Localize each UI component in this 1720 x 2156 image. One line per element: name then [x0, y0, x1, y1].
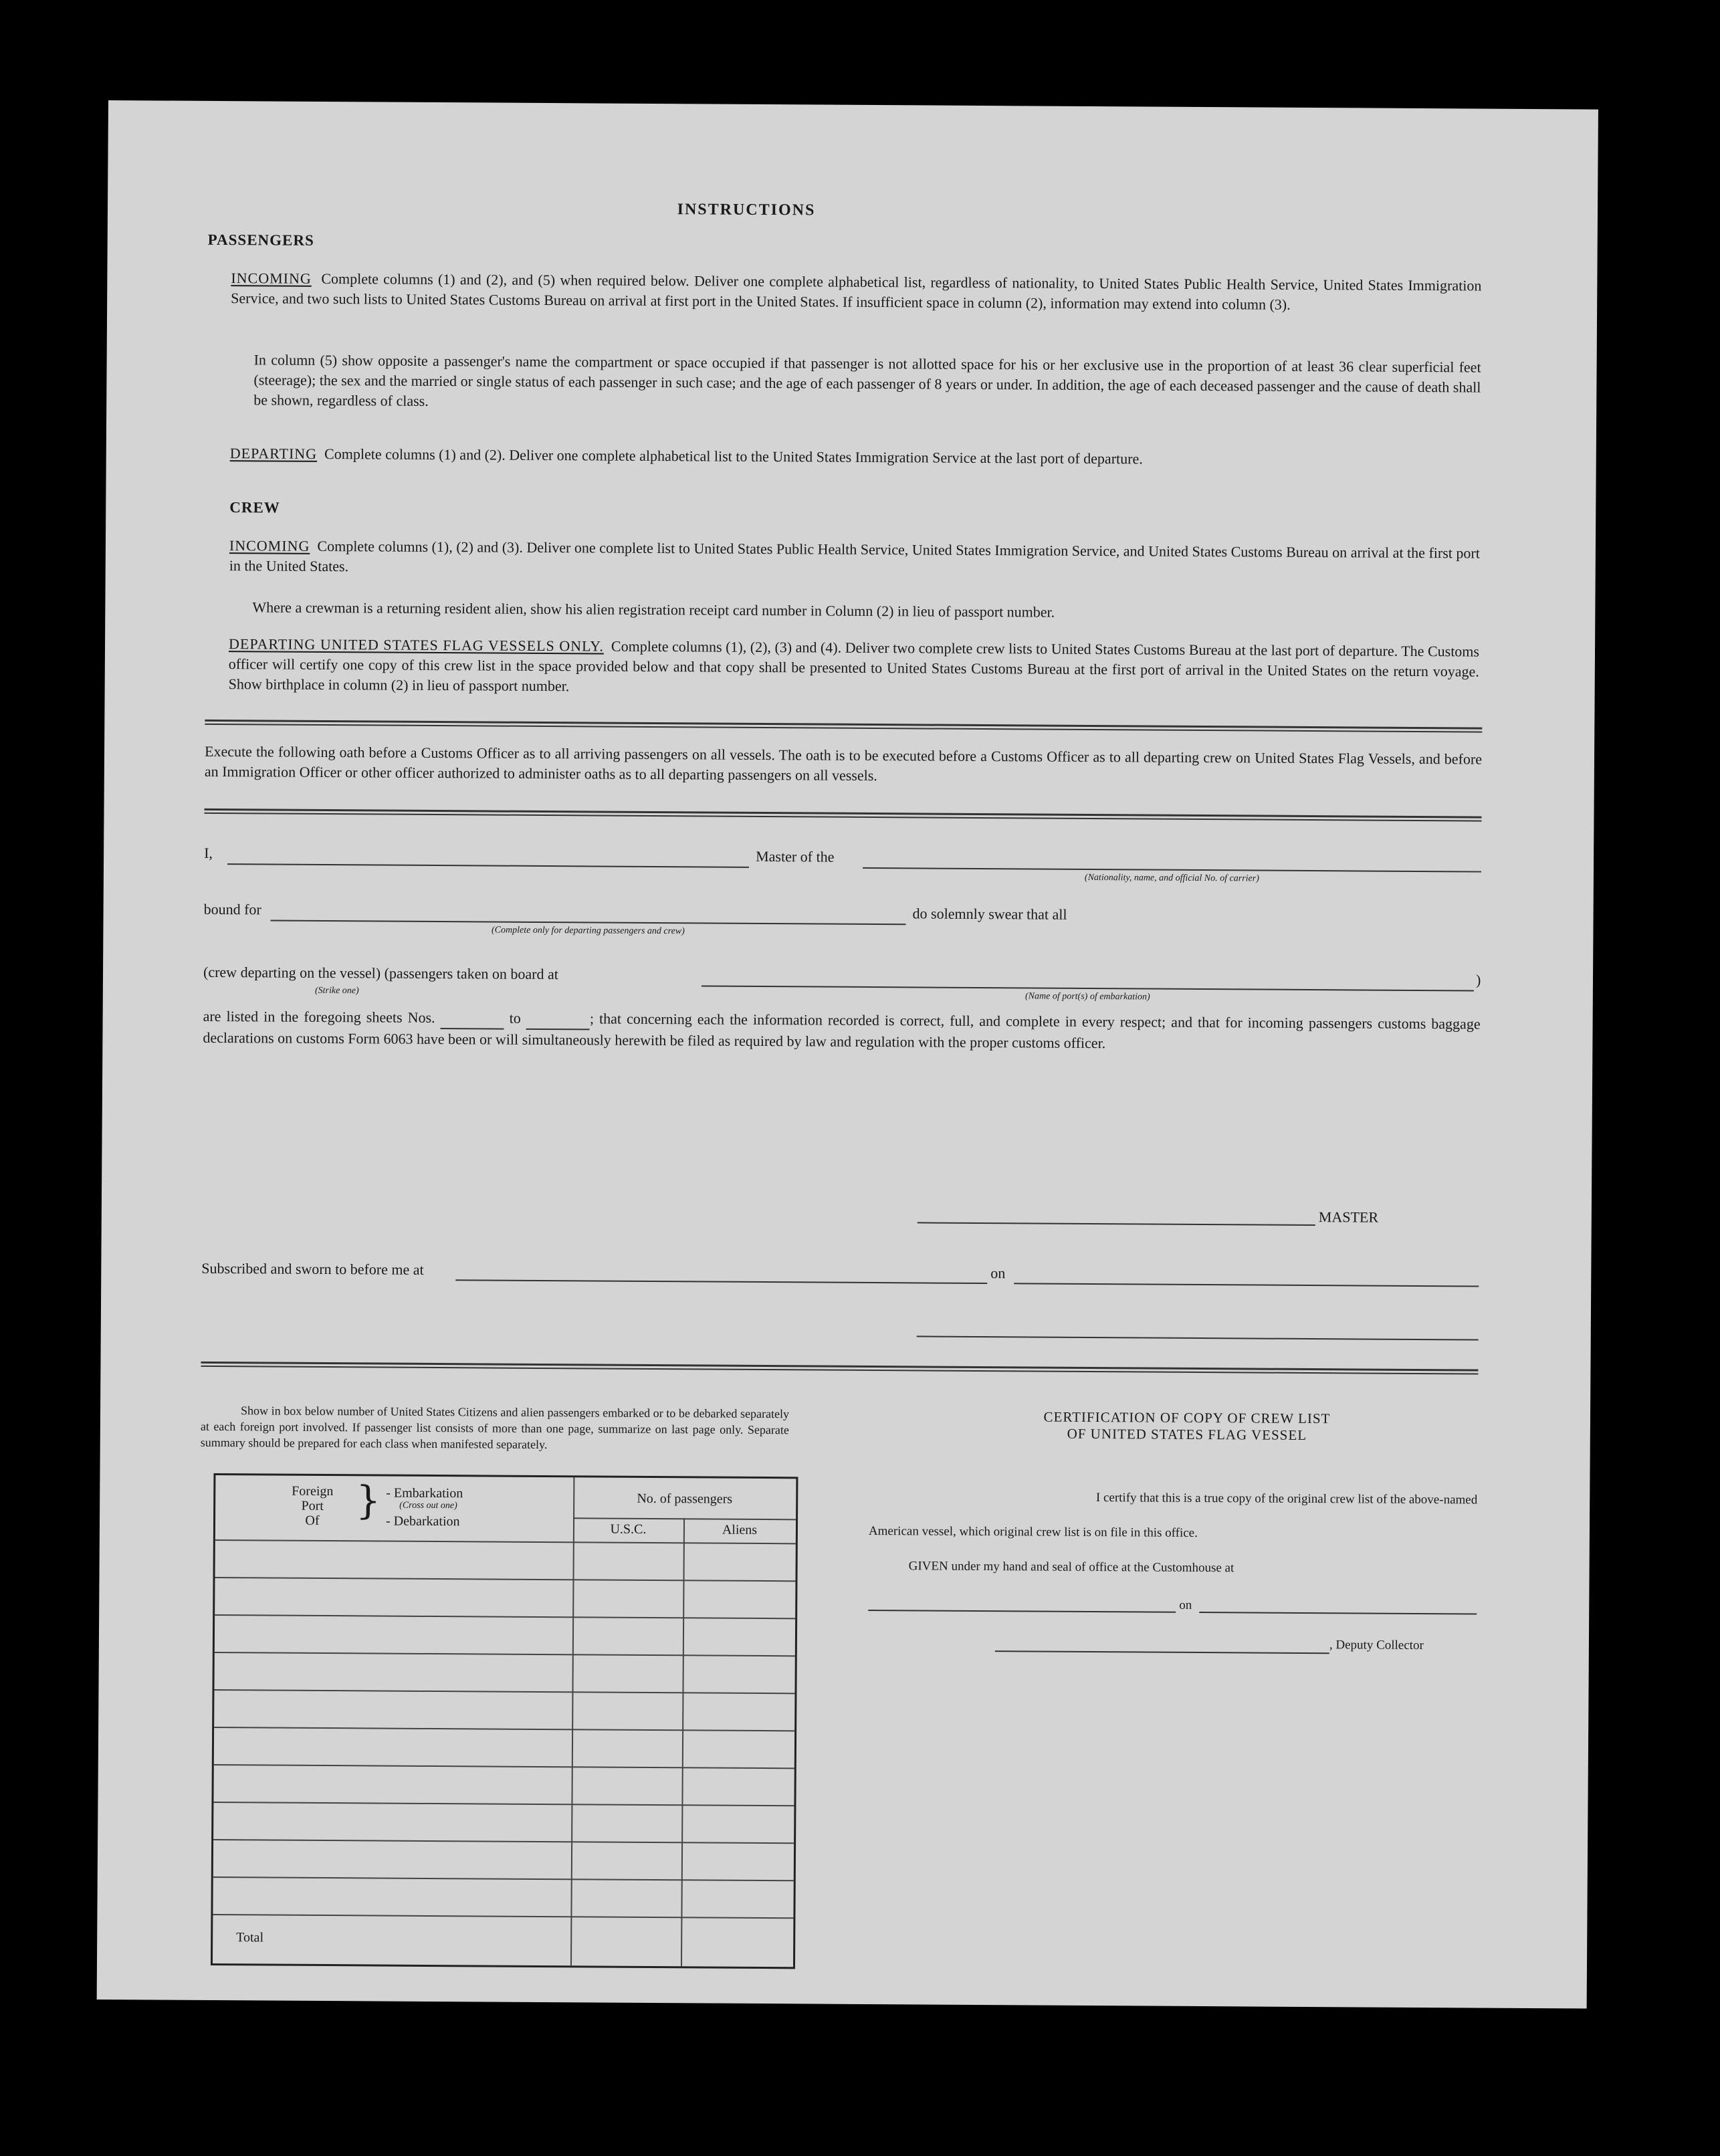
sheet-from-field[interactable] [441, 1008, 504, 1030]
table-divider [681, 1518, 685, 1966]
listed-text-a: are listed in the foregoing sheets Nos. [203, 1007, 435, 1027]
deputy-signature-field[interactable] [995, 1650, 1329, 1654]
oath-i-label: I, [204, 844, 213, 861]
certification-title-line-2: OF UNITED STATES FLAG VESSEL [1067, 1425, 1307, 1443]
aliens-header: Aliens [722, 1522, 758, 1537]
passengers-heading: PASSENGERS [207, 231, 314, 249]
close-paren: ) [1475, 971, 1481, 988]
passengers-incoming-text: Complete columns (1) and (2), and (5) when required below. Deliver one complete alphabetical list, regardless of nationality, to United States Public Health Service, United States Immigration Service, and two such lists to United States Customs Bureau on arrival at first port in the United States. If insufficient space in column (2), information may extend into column (3). [231, 270, 1482, 313]
crew-incoming-text: Complete columns (1), (2) and (3). Deliver one complete list to United States Public Health Service, United States Immigration Service, and United States Customs Bureau on arrival at the first port in the United States. [229, 537, 1480, 575]
certify-line-1: I certify that this is a true copy of the original crew list of the above-named [1095, 1491, 1478, 1507]
table-row[interactable] [214, 1764, 794, 1769]
certification-title [896, 1408, 1478, 1444]
subscribed-label: Subscribed and sworn to before me at [201, 1259, 424, 1278]
sworn-location-field[interactable] [455, 1279, 987, 1284]
given-line: GIVEN under my hand and seal of office at the Customhouse at [908, 1559, 1234, 1576]
table-row[interactable] [213, 1914, 793, 1919]
embarkation-label: - Embarkation [386, 1485, 463, 1501]
brace-icon: } [356, 1477, 381, 1523]
table-row[interactable] [215, 1577, 796, 1582]
swear-label: do solemnly swear that all [912, 905, 1067, 923]
foreign-label: Foreign [292, 1483, 334, 1499]
sheet-to-field[interactable] [526, 1008, 590, 1031]
crew-heading: CREW [229, 499, 280, 516]
table-row[interactable] [214, 1689, 794, 1694]
bound-for-caption: (Complete only for departing passengers and crew) [491, 925, 685, 937]
table-row[interactable] [213, 1876, 794, 1881]
passengers-departing-paragraph [230, 443, 1481, 471]
passengers-incoming-paragraph [231, 268, 1481, 316]
master-signature-label: MASTER [1318, 1208, 1379, 1226]
certification-on-label: on [1179, 1598, 1192, 1612]
strike-one-caption: (Strike one) [314, 985, 359, 996]
page-title: INSTRUCTIONS [677, 201, 816, 219]
total-label: Total [236, 1930, 264, 1945]
cross-out-label: (Cross out one) [399, 1500, 457, 1511]
table-row[interactable] [213, 1839, 794, 1844]
of-label: Of [305, 1513, 320, 1528]
passengers-incoming-label: INCOMING [231, 270, 312, 287]
form-sheet [97, 100, 1598, 2009]
certification-date-field[interactable] [1199, 1612, 1477, 1615]
sworn-date-field[interactable] [1014, 1283, 1479, 1287]
table-row[interactable] [213, 1802, 794, 1806]
table-row[interactable] [215, 1652, 795, 1656]
port-label: Port [301, 1498, 324, 1514]
officer-signature-field[interactable] [917, 1335, 1479, 1340]
master-name-field[interactable] [227, 863, 749, 868]
certification-title-line-1: CERTIFICATION OF COPY OF CREW LIST [1043, 1408, 1331, 1427]
passengers-departing-label: DEPARTING [229, 445, 318, 462]
bound-for-label: bound for [203, 900, 261, 918]
table-row[interactable] [215, 1539, 796, 1544]
ports-caption: (Name of port(s) of embarkation) [1025, 991, 1150, 1002]
deputy-collector-label: , Deputy Collector [1329, 1638, 1424, 1653]
crew-departing-label: (crew departing on the vessel) (passengers taken on board at [203, 963, 558, 983]
passenger-summary-table [211, 1473, 798, 1969]
usc-header: U.S.C. [610, 1521, 647, 1537]
debarkation-label: - Debarkation [385, 1513, 460, 1529]
section-divider [204, 808, 1481, 822]
table-row[interactable] [214, 1727, 794, 1731]
summary-note: Show in box below number of United States Citizens and alien passengers embarked or to be debarked separately at each foreign port involved. If passenger list consists of more than one page, summarize on last page only. Separate summary should be prepared for each class when manifested separately. [200, 1404, 790, 1452]
table-divider [570, 1477, 574, 1965]
bleed-through-mark [1333, 215, 1418, 235]
listed-text-b: ; that concerning each the information recorded is correct, full, and complete in every respect; and that for incoming passengers customs baggage declarations on customs Form 6063 have been or will simultaneously herewith be filed as required by law and regulation with the proper customs officer. [203, 1010, 1481, 1052]
no-passengers-header: No. of passengers [637, 1491, 733, 1507]
master-signature-field[interactable] [918, 1222, 1315, 1226]
passengers-column5-text: In column (5) show opposite a passenger's name the compartment or space occupied if that passenger is not allotted space for his or her exclusive use in the proportion of at least 36 clear superficial feet (steerage); the sex and the married or single status of each passenger in such case; and the age of each passenger of 8 years or under. In addition, the age of each deceased passenger and the cause of death shall be shown, regardless of class. [253, 351, 1481, 409]
master-of-label: Master of the [756, 847, 835, 865]
crew-incoming-paragraph [229, 536, 1480, 583]
crew-departing-label: DEPARTING UNITED STATES FLAG VESSELS ONLY. [228, 635, 604, 655]
carrier-caption: (Nationality, name, and official No. of carrier) [1084, 872, 1259, 884]
crew-incoming-label: INCOMING [229, 537, 310, 554]
oath-intro: Execute the following oath before a Customs Officer as to all arriving passengers on all vessels. The oath is to be executed before a Customs Officer as to all departing crew on United States Flag Vessels, and before an Immigration Officer or other officer authorized to administer oaths as to all departing passengers on all vessels. [204, 742, 1483, 784]
customhouse-field[interactable] [868, 1610, 1176, 1613]
certify-line-2: American vessel, which original crew list is on file in this office. [868, 1523, 1198, 1540]
crew-departing-text: Complete columns (1), (2), (3) and (4). Deliver two complete crew lists to United States Customs Bureau at the last port of departure. The Customs officer will certify one copy of this crew list in the space provided below and that copy shall be presented to United States Customs Bureau at the first port of arrival in the United States on the return voyage. Show birthplace in column (2) in lieu of passport number. [228, 637, 1480, 695]
crew-resident-text: Where a crewman is a returning resident alien, show his alien registration receipt card number in Column (2) in lieu of passport number. [252, 599, 1055, 621]
section-divider [205, 720, 1482, 733]
foreign-port-header [276, 1484, 349, 1529]
table-row[interactable] [215, 1614, 795, 1619]
crew-departing-paragraph [229, 634, 1480, 702]
listed-paragraph [203, 1006, 1480, 1056]
listed-to-label: to [509, 1009, 521, 1027]
section-divider [201, 1362, 1478, 1375]
sworn-on-label: on [990, 1265, 1006, 1282]
passengers-departing-text: Complete columns (1) and (2). Deliver one complete alphabetical list to the United States Immigration Service at the last port of departure. [324, 445, 1143, 467]
